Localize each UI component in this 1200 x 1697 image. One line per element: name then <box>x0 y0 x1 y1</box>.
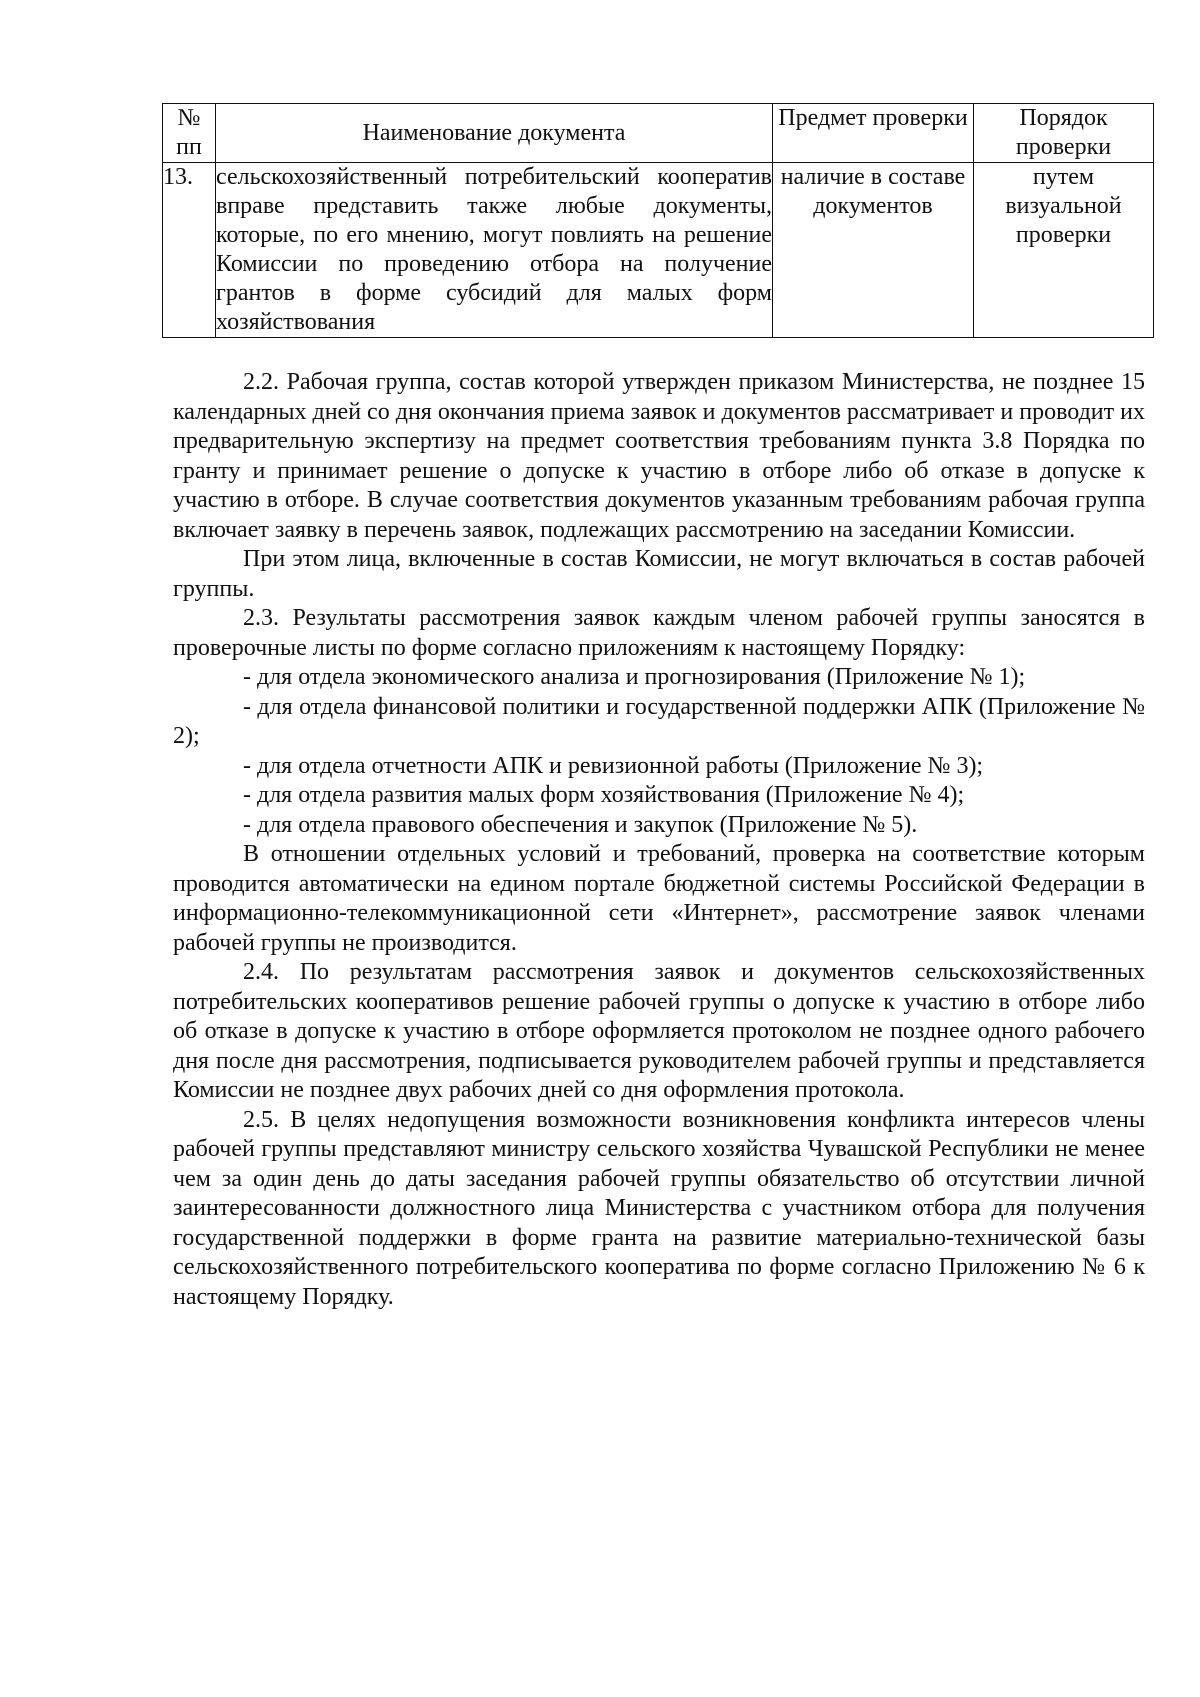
body-text <box>173 368 1145 1312</box>
table-header-row <box>163 104 1154 163</box>
paragraph-2-4: 2.4. По результатам рассмотрения заявок и документов сельскохозяйственных потребительских кооперативов решение рабочей группы о допуске к участию в отборе либо об отказе в допуске к участию в отборе оформляется протоколом не позднее одного рабочего дня после дня рассмотрения, подписывается руководителем рабочей группы и представляется Комиссии не позднее двух рабочих дней со дня оформления протокола. <box>173 959 1145 1103</box>
documents-table <box>162 103 1154 338</box>
row-subject: наличие в составе документов <box>773 163 974 338</box>
list-item: - для отдела правового обеспечения и закупок (Приложение № 5). <box>243 811 918 838</box>
row-num: 13. <box>163 163 216 338</box>
table-row <box>163 163 1154 338</box>
paragraph-2-2: 2.2. Рабочая группа, состав которой утвержден приказом Министерства, не позднее 15 календарных дней со дня окончания приема заявок и документов рассматривает и проводит их предварительную экспертизу на предмет соответствия требованиям пункта 3.8 Порядка по гранту и принимает решение о допуске к участию в отборе либо об отказе в допуске к участию в отборе. В случае соответствия документов указанным требованиям рабочая группа включает заявку в перечень заявок, подлежащих рассмотрению на заседании Комиссии. <box>173 369 1145 543</box>
paragraph-2-3: 2.3. Результаты рассмотрения заявок каждым членом рабочей группы заносятся в проверочные листы по форме согласно приложениям к настоящему Порядку: <box>173 605 1145 661</box>
list-item: - для отдела финансовой политики и государственной поддержки АПК (Приложение № 2); <box>173 693 1145 749</box>
header-name: Наименование документа <box>216 104 773 163</box>
row-name: сельскохозяйственный потребительский кооператив вправе представить также любые документы, которые, по его мнению, могут повлиять на решение Комиссии по проведению отбора на получение грантов в форме субсидий для малых форм хозяйствования <box>216 163 773 338</box>
paragraph-2-2-note: При этом лица, включенные в состав Комиссии, не могут включаться в состав рабочей группы. <box>173 546 1145 602</box>
list-item: - для отдела экономического анализа и прогнозирования (Приложение № 1); <box>243 664 1026 690</box>
list-item: - для отдела развития малых форм хозяйствования (Приложение № 4); <box>243 782 965 808</box>
row-order: путем визуальной проверки <box>974 163 1154 338</box>
header-subject: Предмет проверки <box>773 104 974 163</box>
list-item: - для отдела отчетности АПК и ревизионной работы (Приложение № 3); <box>243 752 984 779</box>
paragraph-automatic-check: В отношении отдельных условий и требований, проверка на соответствие которым проводится автоматически на едином портале бюджетной системы Российской Федерации в информационно-телекоммуникационной сети «Интернет», рассмотрение заявок членами рабочей группы не производится. <box>173 841 1145 956</box>
paragraph-2-5: 2.5. В целях недопущения возможности возникновения конфликта интересов члены рабочей группы представляют министру сельского хозяйства Чувашской Республики не менее чем за один день до даты заседания рабочей группы обязательство об отсутствии личной заинтересованности должностного лица Министерства с участником отбора для получения государственной поддержки в форме гранта на развитие материально-технической базы сельскохозяйственного потребительского кооператива по форме согласно Приложению № 6 к настоящему Порядку. <box>173 1106 1145 1310</box>
header-order: Порядок проверки <box>974 104 1154 163</box>
header-num: № пп <box>163 104 216 163</box>
